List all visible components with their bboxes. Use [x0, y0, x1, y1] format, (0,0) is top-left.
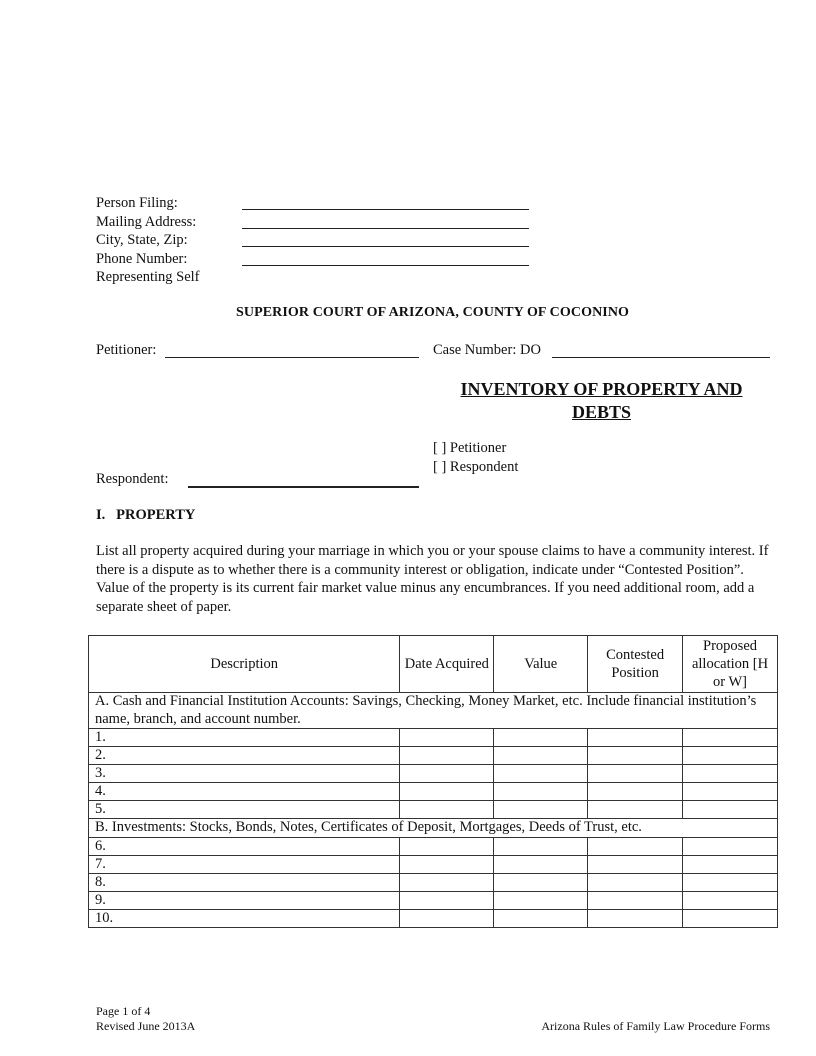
checkbox-petitioner[interactable]: [ ] Petitioner: [433, 440, 507, 456]
contested-position-cell[interactable]: [588, 783, 683, 801]
respondent-label: Respondent:: [96, 471, 169, 487]
date-acquired-cell[interactable]: [400, 891, 494, 909]
row-number[interactable]: 8.: [89, 873, 400, 891]
table-row: [89, 729, 778, 747]
section-instructions: List all property acquired during your marriage in which you or your spouse claims to have a community interest. If there is a dispute as to whether there is a community interest or obligation, indicate under “Contested Position”. Value of the property is its current fair market value minus any encumbrances. If you need additional room, add a separate sheet of paper.: [96, 543, 769, 615]
person-filing-field[interactable]: [242, 195, 529, 210]
revision-date: Revised June 2013A: [96, 1018, 196, 1033]
proposed-allocation-cell[interactable]: [683, 855, 778, 873]
column-header-date-acquired: Date Acquired: [400, 636, 494, 693]
table-row: [89, 783, 778, 801]
value-cell[interactable]: [494, 729, 588, 747]
city-state-zip-label: City, State, Zip:: [96, 232, 188, 249]
proposed-allocation-cell[interactable]: [683, 891, 778, 909]
value-cell[interactable]: [494, 855, 588, 873]
row-number[interactable]: 6.: [89, 837, 400, 855]
table-row: [89, 873, 778, 891]
contested-position-cell[interactable]: [588, 801, 683, 819]
column-header-proposed-allocation: Proposed allocation [H or W]: [683, 636, 778, 693]
value-cell[interactable]: [494, 837, 588, 855]
proposed-allocation-cell[interactable]: [683, 783, 778, 801]
inventory-table: [88, 635, 778, 928]
column-header-description: Description: [89, 636, 400, 693]
table-row: [89, 855, 778, 873]
proposed-allocation-cell[interactable]: [683, 747, 778, 765]
city-state-zip-field[interactable]: [242, 232, 529, 247]
table-row: [89, 747, 778, 765]
form-title: INVENTORY OF PROPERTY AND DEBTS: [460, 379, 743, 422]
contested-position-cell[interactable]: [588, 765, 683, 783]
mailing-address-label: Mailing Address:: [96, 213, 197, 230]
table-row: [89, 765, 778, 783]
proposed-allocation-cell[interactable]: [683, 873, 778, 891]
row-number[interactable]: 4.: [89, 783, 400, 801]
date-acquired-cell[interactable]: [400, 783, 494, 801]
table-header-row: [89, 636, 778, 693]
proposed-allocation-cell[interactable]: [683, 837, 778, 855]
date-acquired-cell[interactable]: [400, 747, 494, 765]
contested-position-cell[interactable]: [588, 909, 683, 927]
row-number[interactable]: 1.: [89, 729, 400, 747]
contested-position-cell[interactable]: [588, 891, 683, 909]
date-acquired-cell[interactable]: [400, 729, 494, 747]
case-number-field[interactable]: [552, 343, 770, 358]
value-cell[interactable]: [494, 909, 588, 927]
representing-self-label: Representing Self: [96, 269, 200, 286]
contested-position-cell[interactable]: [588, 873, 683, 891]
respondent-field[interactable]: [188, 471, 419, 488]
row-number[interactable]: 10.: [89, 909, 400, 927]
value-cell[interactable]: [494, 783, 588, 801]
checkbox-respondent[interactable]: [ ] Respondent: [433, 459, 519, 475]
section-row-b: [89, 819, 778, 838]
proposed-allocation-cell[interactable]: [683, 729, 778, 747]
phone-number-label: Phone Number:: [96, 250, 188, 267]
case-number-label: Case Number: DO: [433, 342, 541, 358]
value-cell[interactable]: [494, 801, 588, 819]
section-label-b: B. Investments: Stocks, Bonds, Notes, Certificates of Deposit, Mortgages, Deeds of Trust, etc.: [89, 819, 778, 838]
proposed-allocation-cell[interactable]: [683, 765, 778, 783]
date-acquired-cell[interactable]: [400, 801, 494, 819]
proposed-allocation-cell[interactable]: [683, 801, 778, 819]
row-number[interactable]: 3.: [89, 765, 400, 783]
mailing-address-field[interactable]: [242, 214, 529, 229]
date-acquired-cell[interactable]: [400, 765, 494, 783]
table-row: [89, 837, 778, 855]
contested-position-cell[interactable]: [588, 837, 683, 855]
footer-left: [96, 1004, 195, 1033]
column-header-contested-position: Contested Position: [588, 636, 683, 693]
section-label-a: A. Cash and Financial Institution Accounts: Savings, Checking, Money Market, etc. Include financial institution’s name, branch, and account number.: [89, 693, 778, 729]
date-acquired-cell[interactable]: [400, 909, 494, 927]
date-acquired-cell[interactable]: [400, 873, 494, 891]
column-header-value: Value: [494, 636, 588, 693]
table-row: [89, 801, 778, 819]
value-cell[interactable]: [494, 747, 588, 765]
proposed-allocation-cell[interactable]: [683, 909, 778, 927]
footer-source: Arizona Rules of Family Law Procedure Forms: [541, 1019, 770, 1033]
value-cell[interactable]: [494, 765, 588, 783]
petitioner-field[interactable]: [165, 343, 419, 358]
row-number[interactable]: 2.: [89, 747, 400, 765]
table-row: [89, 891, 778, 909]
section-row-a: [89, 693, 778, 729]
date-acquired-cell[interactable]: [400, 855, 494, 873]
phone-number-field[interactable]: [242, 251, 529, 266]
page-number: Page 1 of 4: [96, 1004, 151, 1018]
petitioner-label: Petitioner:: [96, 342, 157, 358]
value-cell[interactable]: [494, 873, 588, 891]
section-heading-property: I. PROPERTY: [96, 507, 196, 523]
row-number[interactable]: 5.: [89, 801, 400, 819]
court-title: SUPERIOR COURT OF ARIZONA, COUNTY OF COCONINO: [235, 305, 630, 320]
contested-position-cell[interactable]: [588, 855, 683, 873]
row-number[interactable]: 7.: [89, 855, 400, 873]
person-filing-label: Person Filing:: [96, 195, 178, 211]
date-acquired-cell[interactable]: [400, 837, 494, 855]
row-number[interactable]: 9.: [89, 891, 400, 909]
contested-position-cell[interactable]: [588, 747, 683, 765]
table-row: [89, 909, 778, 927]
value-cell[interactable]: [494, 891, 588, 909]
contested-position-cell[interactable]: [588, 729, 683, 747]
